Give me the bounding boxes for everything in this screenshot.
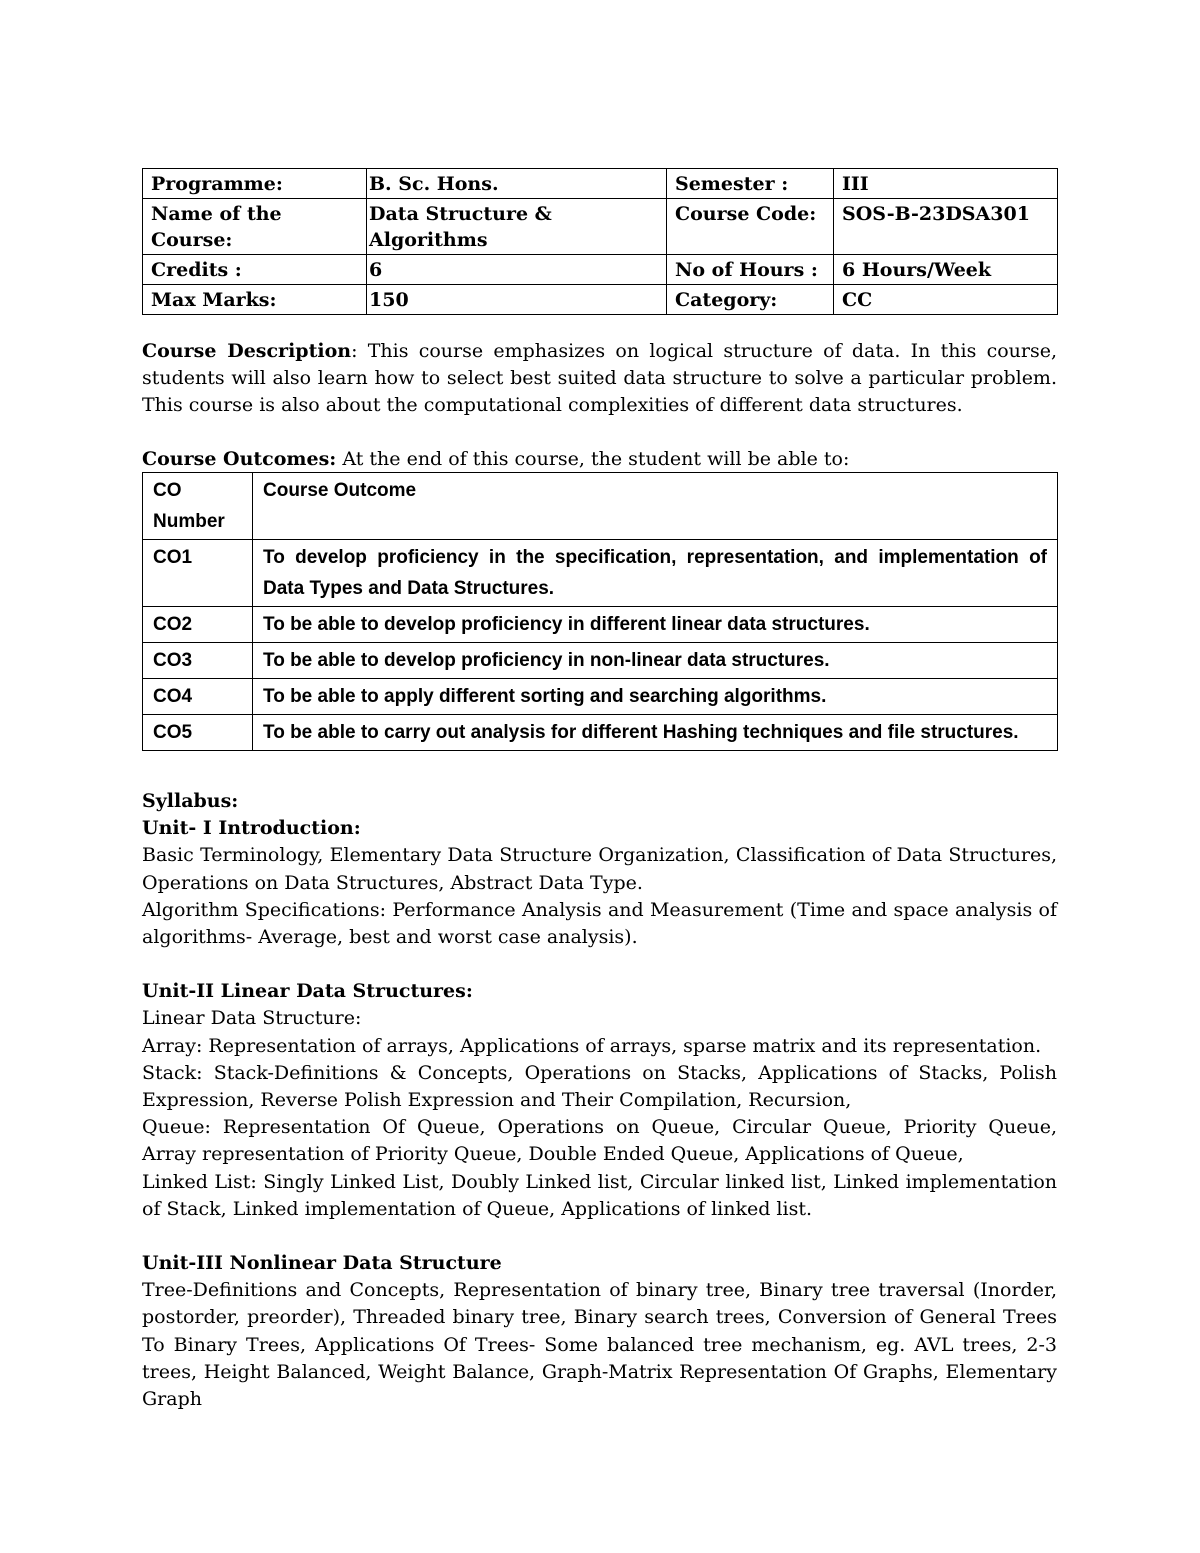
programme-label: Programme:	[143, 169, 367, 199]
course-outcomes-table	[142, 472, 1058, 751]
unit-3-heading: Unit-III Nonlinear Data Structure	[142, 1252, 502, 1275]
unit-2-paragraph: Linked List: Singly Linked List, Doubly Linked list, Circular linked list, Linked implementation of Stack, Linked implementation of Queue, Applications of linked list.	[142, 1170, 1057, 1220]
category-label: Category:	[667, 285, 834, 315]
unit-2-heading: Unit-II Linear Data Structures:	[142, 980, 473, 1003]
co-number: CO1	[143, 540, 253, 607]
co-number: CO2	[143, 607, 253, 643]
course-description	[142, 338, 1057, 419]
co-text: To develop proficiency in the specification, representation, and implementation of Data Types and Data Structures.	[253, 540, 1058, 607]
table-row	[143, 285, 1058, 315]
unit-3-paragraph: Tree-Definitions and Concepts, Representation of binary tree, Binary tree traversal (Inorder, postorder, preorder), Threaded binary tree, Binary search trees, Conversion of General Trees To Binary Trees, Applications Of Trees- Some balanced tree mechanism, eg. AVL trees, 2-3 trees, Height Balanced, Weight Balance, Graph-Matrix Representation Of Graphs, Elementary Graph	[142, 1279, 1057, 1411]
category-value: CC	[834, 285, 1058, 315]
unit-2-paragraph: Linear Data Structure:	[142, 1007, 362, 1030]
unit-1-heading: Unit- I Introduction:	[142, 817, 361, 840]
credits-label: Credits :	[143, 255, 367, 285]
programme-value: B. Sc. Hons.	[367, 169, 667, 199]
semester-label: Semester :	[667, 169, 834, 199]
credits-value: 6	[367, 255, 667, 285]
unit-1-paragraph: Algorithm Specifications: Performance Analysis and Measurement (Time and space analysis of algorithms- Average, best and worst case analysis).	[142, 898, 1057, 949]
course-outcomes-intro: At the end of this course, the student will be able to:	[336, 448, 850, 470]
co-number-header: CO Number	[143, 473, 253, 540]
spacer	[142, 1223, 1057, 1250]
table-row	[143, 169, 1058, 199]
max-marks-value: 150	[367, 285, 667, 315]
syllabus-title: Syllabus:	[142, 790, 239, 812]
course-name-value: Data Structure & Algorithms	[367, 199, 667, 255]
course-info-table	[142, 168, 1058, 315]
hours-value: 6 Hours/Week	[834, 255, 1058, 285]
unit-2-paragraph: Stack: Stack-Definitions & Concepts, Operations on Stacks, Applications of Stacks, Polish Expression, Reverse Polish Expression and Their Compilation, Recursion,	[142, 1061, 1057, 1112]
table-row	[143, 540, 1058, 607]
course-description-label: Course Description	[142, 340, 352, 362]
max-marks-label: Max Marks:	[143, 285, 367, 315]
co-number: CO4	[143, 679, 253, 715]
course-outcomes-heading	[142, 446, 1057, 473]
course-description-text: : This course emphasizes on logical structure of data. In this course, students will also learn how to select best suited data structure to solve a particular problem. This course is also about the computational complexities of different data structures.	[142, 340, 1058, 416]
table-row	[143, 199, 1058, 255]
course-outcome-header: Course Outcome	[253, 473, 1058, 540]
co-text: To be able to develop proficiency in different linear data structures.	[253, 607, 1058, 643]
co-text: To be able to apply different sorting and searching algorithms.	[253, 679, 1058, 715]
table-row	[143, 607, 1058, 643]
table-row	[143, 643, 1058, 679]
hours-label: No of Hours :	[667, 255, 834, 285]
unit-2-paragraph: Queue: Representation Of Queue, Operations on Queue, Circular Queue, Priority Queue, Array representation of Priority Queue, Double Ended Queue, Applications of Queue,	[142, 1116, 1057, 1166]
co-text: To be able to carry out analysis for different Hashing techniques and file structures.	[253, 715, 1058, 751]
table-row	[143, 715, 1058, 751]
syllabus-section	[142, 788, 1057, 1413]
semester-value: III	[834, 169, 1058, 199]
course-name-label: Name of the Course:	[143, 199, 367, 255]
spacer	[142, 951, 1057, 978]
co-text: To be able to develop proficiency in non-linear data structures.	[253, 643, 1058, 679]
table-header-row	[143, 473, 1058, 540]
co-number: CO5	[143, 715, 253, 751]
co-number: CO3	[143, 643, 253, 679]
table-row	[143, 679, 1058, 715]
table-row	[143, 255, 1058, 285]
unit-2-paragraph: Array: Representation of arrays, Applications of arrays, sparse matrix and its representation.	[142, 1034, 1042, 1057]
course-code-value: SOS-B-23DSA301	[834, 199, 1058, 255]
course-code-label: Course Code:	[667, 199, 834, 255]
course-outcomes-label: Course Outcomes:	[142, 448, 337, 470]
unit-1-paragraph: Basic Terminology, Elementary Data Structure Organization, Classification of Data Structures, Operations on Data Structures, Abstract Data Type.	[142, 844, 1057, 894]
